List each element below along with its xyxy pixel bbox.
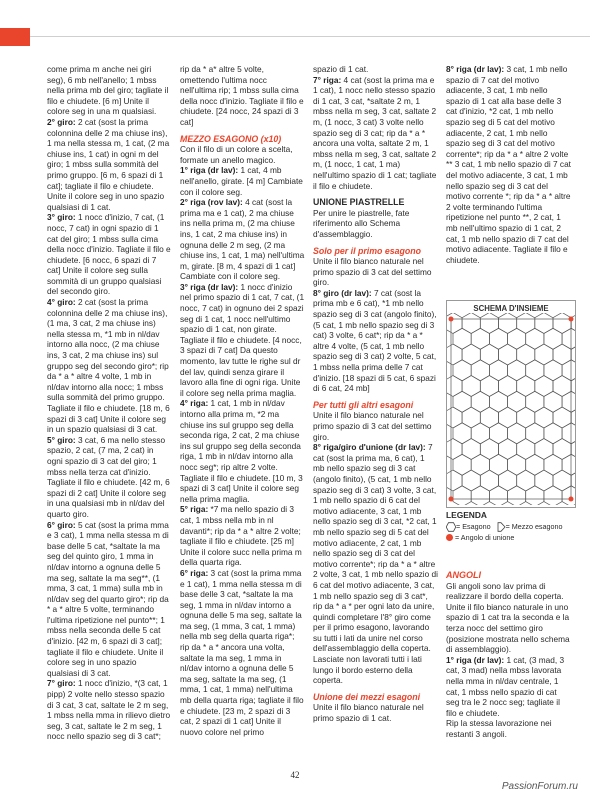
paragraph — [47, 117, 171, 212]
hexagon-tile — [471, 360, 489, 381]
section-heading: UNIONE PIASTRELLE — [313, 197, 405, 208]
hexagon-tile — [471, 486, 489, 505]
paragraph-text: 7 cat (sost la prima ma, 6 cat), 1 mb nello spazio seg di 3 cat (angolo finito), (5 cat, 1 mb nello spazio seg di 3 cat) 3 volte, 3 cat, 1 mb nello spazio di 6 cat del motivo adiacente, 3 cat, 1 mb nello spazio seg di 3 cat, *2 cat, 1 mb nello spazio seg di 5 cat del motivo adiacente, 2 cat, 1 mb nello spazio seg di 3 cat del motivo corrente*; rip da * a * altre 2 volte, 3 cat, 1 mb nello spazio di 6 cat del motivo adiacente, 3 cat, 1 mb nello spazio seg di 3 cat*, rip da * a * per ogni lato da unire, quindi completare l'8° giro come per il primo esagono, lavorando su tutti i lati da unire nel corso dell'assemblaggio della coperta. Lasciate non lavorati tutti i lati lungo il bordo esterno della coperta. — [313, 442, 438, 686]
column-1 — [47, 64, 171, 742]
hexagon-tile — [462, 439, 480, 460]
hexagon-tile — [447, 407, 462, 428]
step-label: 4° riga: — [180, 398, 209, 409]
paragraph-text: rip da * a* altre 5 volte, omettendo l'ultima nocc nell'ultima rip; 1 mbss sulla cima della nocc d'inizio. Tagliate il filo e chiudete. [24 nocc, 24 spazi di 3 cat] — [180, 64, 304, 127]
hexagon-tile — [517, 344, 535, 365]
paragraph-text: 1 nocc d'inizio nel primo spazio di 1 cat, 7 cat, (1 nocc, 7 cat) in ognuno dei 2 spazi seg di 1 cat, 1 nocc nell'ultimo spazio di 1 cat, non girate. Tagliate il filo e chiudete. [4 nocc, 3 spazi di 7 cat] Da questo momento, lav tutte le righe sul dr del lav, quindi senza girare il lavoro alla fine di ogni riga. Unite il colore seg nella prima maglia. — [180, 281, 305, 398]
hexagon-tile — [508, 454, 526, 475]
hexagon-tile — [480, 344, 498, 365]
hexagon-tile — [462, 470, 480, 491]
paragraph-text: 1 cat, (3 mad, 3 cat, 3 mad) nella mbss lavorata nella mma in nl/dav centrale, 1 cat, 1 mbss nello spazio di cat seg tra le 2 nocc seg; tagliate il filo e chiudete. — [446, 654, 565, 718]
hexagon-tile — [462, 407, 480, 428]
hexagon-tile — [480, 376, 498, 397]
paragraph — [47, 435, 171, 520]
hexagon-tile — [453, 486, 471, 505]
hexagon-tile — [544, 360, 562, 381]
paragraph — [47, 64, 171, 117]
paragraph-text: Unite il filo bianco naturale nel primo spazio di 3 cat del settimo giro. — [313, 410, 432, 442]
paragraph-text: Rip la stessa lavorazione nei restanti 3 angoli. — [446, 718, 552, 739]
hexagon-tile — [553, 313, 571, 334]
hexagon-tile — [508, 423, 526, 444]
paragraph-text: 1 nocc d'inizio, *(3 cat, 1 pipp) 2 volte nello stesso spazio di 3 cat, 3 cat, saltate le 2 m seg, 1 mbss nella mma in rilievo dietro seg, 3 cat, saltate le 2 m seg, 1 nocc nello spazio seg di 3 cat*; — [47, 678, 171, 742]
hexagon-tile — [553, 344, 571, 365]
hexagon-tile — [471, 328, 489, 349]
step-label: 7° riga: — [313, 74, 342, 85]
paragraph-text: Per unire le piastrelle, fate riferimento allo Schema d'assemblaggio. — [313, 207, 410, 239]
step-label: 8° giro (dr lav): — [313, 287, 372, 298]
step-label: 6° riga: — [180, 567, 209, 578]
hexagon-tile — [508, 486, 526, 505]
hexagon-tile — [544, 454, 562, 475]
hexagon-tile — [562, 454, 575, 475]
hexagon-tile — [480, 470, 498, 491]
hexagon-tile — [526, 360, 544, 381]
hexagon-tile — [499, 313, 517, 334]
hexagon-tile — [535, 376, 553, 397]
step-label: 6° giro: — [47, 519, 76, 530]
paragraph-text: 3 cat (sost la prima mma e 1 cat), 1 mma nella stessa m di base delle 3 cat, *saltate la ma seg, 1 mma in nl/dav intorno a ognuna delle 5 ma seg, saltate la ma seg, (1 mma, 3 cat, 1 mma) nella mb seg della quarta riga*; rip da * a * ancora una volta, saltate la ma seg, 1 mma in nl/dav intorno a ognuna delle 5 ma seg, saltate la ma seg, (1 mma, 1 cat, 1 mma) nell'ultima mb della quarta riga; tagliate il filo e chiudete. [23 m, 2 spazi di 3 cat, 2 spazi di 1 cat] Unite il nuovo colore nel primo — [180, 567, 304, 737]
hexagon-tile — [535, 470, 553, 491]
paragraph — [47, 520, 171, 679]
paragraph-text: Unite il filo bianco naturale nel primo spazio di 3 cat del settimo giro. — [313, 256, 432, 288]
paragraph — [313, 702, 438, 723]
hexagon-tile — [489, 486, 507, 505]
hexagon-tile — [447, 439, 462, 460]
paragraph — [180, 504, 305, 568]
legend — [446, 510, 574, 543]
hexagon-tile — [517, 439, 535, 460]
assembly-schema — [446, 300, 576, 508]
step-label: 2° riga (rov lav): — [180, 197, 243, 208]
hexagon-tile — [526, 423, 544, 444]
legend-half-hexagon-label: = Mezzo esagono — [505, 522, 563, 531]
paragraph-text: 5 cat (sost la prima mma e 3 cat), 1 mma nella stessa m di base delle 5 cat, *saltate la ma seg del quinto giro, 1 mma in nl/dav intorno a ognuna delle 5 ma seg, saltate la ma seg**, (1 mma, 3 cat, 1 mma) sulla mb in nl/dav seg del quarto giro*; rip da * a * altre 5 volte, terminando l'ultima ripetizione nel punto**; 1 mbss nella seconda delle 5 cat d'inizio. [42 m, 6 spazi di 3 cat]; tagliate il filo e chiudete. Unite il colore seg in uno spazio qualsiasi di 3 cat. — [47, 519, 169, 678]
hexagon-tile — [553, 439, 571, 460]
paragraph-text: 1 cat, 1 mb in nl/dav intorno alla prima m, *2 ma chiuse ins sul gruppo seg della seconda riga, 2 cat, 2 ma chiuse ins sul gruppo seg della seconda riga, 1 mb in nl/dav intorno alla nocc seg*; rip altre 2 volte. Tagliate il filo e chiudete. [10 m, 3 spazi di 3 cat] Unite il colore seg nella prima maglia. — [180, 398, 303, 504]
hexagon-tile — [499, 470, 517, 491]
hexagon-tile — [508, 391, 526, 412]
step-label: 1° riga (dr lav): — [446, 654, 505, 665]
corner-dot — [569, 317, 574, 322]
step-label: 1° riga (dr lav): — [180, 165, 239, 176]
hexagon-tile — [453, 454, 471, 475]
hexagon-tile — [562, 391, 575, 412]
section-heading: Per tutti gli altri esagoni — [313, 399, 414, 410]
column-2 — [180, 64, 305, 737]
paragraph-text: 1 nocc d'inizio, 7 cat, (1 nocc, 7 cat) in ogni spazio di 1 cat del giro; 1 mbss sulla cima della nocc d'inizio. Tagliate il filo e chiudete. [6 nocc, 6 spazi di 7 cat] Unite il colore seg sulla sommità di un gruppo qualsiasi del secondo giro. — [47, 212, 171, 297]
hexagon-tile — [499, 407, 517, 428]
header-accent-bar — [0, 28, 30, 46]
paragraph — [446, 718, 572, 739]
paragraph — [313, 75, 438, 192]
hexagon-tile — [462, 344, 480, 365]
hexagon-tile — [562, 328, 575, 349]
section-heading: MEZZO ESAGONO (x10) — [180, 133, 282, 144]
legend-half-hexagon — [497, 521, 563, 532]
paragraph-text: 3 cat, 6 ma nello stesso spazio, 2 cat, (7 ma, 2 cat) in ogni spazio di 3 cat del giro; 1 mbss nella terza cat d'inizio. Tagliate il filo e chiudete. [42 m, 6 spazi di 2 cat] Unite il colore seg in una qualsiasi mb in nl/dav del quarto giro. — [47, 434, 170, 519]
hexagon-tile — [489, 391, 507, 412]
hexagon-tile — [544, 391, 562, 412]
hexagon-tile — [526, 486, 544, 505]
hexagon-tile — [453, 423, 471, 444]
hexagon-tile — [447, 376, 462, 397]
half-hexagon-icon — [497, 522, 506, 532]
corner-dot — [449, 497, 454, 502]
hexagon-tile — [499, 344, 517, 365]
section-heading: ANGOLI — [446, 570, 481, 580]
paragraph — [313, 64, 438, 75]
hexagon-tile — [553, 470, 571, 491]
hexagon-icon — [446, 522, 456, 532]
section-heading: Solo per il primo esagono — [313, 245, 422, 256]
hexagon-tile — [517, 470, 535, 491]
paragraph — [180, 197, 305, 282]
step-label: 7° giro: — [47, 678, 76, 689]
paragraph-text: Unite il filo bianco naturale nel primo spazio di 1 cat. — [313, 702, 424, 724]
hexagon-tile — [480, 313, 498, 334]
corner-dot — [449, 317, 454, 322]
paragraph — [180, 568, 305, 738]
legend-hexagon — [446, 521, 491, 532]
step-label: 8° riga (dr lav): — [446, 64, 505, 74]
corner-dot-icon — [446, 534, 453, 541]
hexagon-tile — [562, 423, 575, 444]
paragraph-text: *7 ma nello spazio di 3 cat, 1 mbss nella mb in nl davanti*; rip da * a * altre 2 volte; tagliate il filo e chiudete. [25 m] Unite il colore succ nella prima m della quarta riga. — [180, 504, 302, 568]
section-heading: Unione dei mezzi esagoni — [313, 691, 421, 702]
paragraph-text: come prima m anche nei giri seg), 6 mb nell'anello; 1 mbss nella prima mb del giro; tagliate il filo e chiudete. [6 m] Unite il colore seg in una m qualsiasi. — [47, 64, 169, 117]
paragraph — [313, 442, 438, 686]
step-label: 4° giro: — [47, 297, 76, 308]
paragraph — [180, 64, 305, 128]
header-rule — [30, 36, 590, 37]
hexagon-tile — [462, 376, 480, 397]
schema-title: SCHEMA D'INSIEME — [473, 304, 549, 313]
hexagon-tile — [535, 344, 553, 365]
step-label: 2° giro: — [47, 116, 76, 127]
step-label: 5° riga: — [180, 504, 209, 515]
legend-hexagon-label: = Esagono — [456, 522, 491, 531]
paragraph-text: Gli angoli sono lav prima di realizzare il bordo della coperta. Unite il filo bianco naturale in uno spazio di 1 cat tra la seconda e la terza nocc del settimo giro (posizione mostrata nello schema di assemblaggio). — [446, 580, 570, 655]
paragraph-text: 1 cat, 4 mb nell'anello, girate. [4 m] Cambiate con il colore seg. — [180, 165, 303, 197]
watermark: PassionForum.ru — [501, 781, 578, 792]
hexagon-tile — [535, 439, 553, 460]
step-label: 8° riga/giro d'unione (dr lav): — [313, 442, 426, 453]
paragraph — [47, 212, 171, 297]
paragraph — [446, 581, 572, 655]
step-label: 5° giro: — [47, 434, 76, 445]
hexagon-tile — [453, 391, 471, 412]
paragraph — [180, 165, 305, 197]
hexagon-tile — [553, 407, 571, 428]
paragraph-text: spazio di 1 cat. — [313, 64, 369, 74]
paragraph — [313, 410, 438, 442]
column-4 — [446, 64, 572, 265]
paragraph — [180, 398, 305, 504]
hexagon-tile — [480, 439, 498, 460]
hexagon-tile — [535, 313, 553, 334]
hexagon-tile — [453, 328, 471, 349]
hexagon-tile — [453, 360, 471, 381]
step-label: 3° riga (dr lav): — [180, 281, 239, 292]
hexagon-tile — [526, 391, 544, 412]
corner-dot — [569, 497, 574, 502]
legend-corner — [446, 532, 574, 543]
hexagon-tile — [508, 360, 526, 381]
hexagon-diagram — [447, 313, 575, 505]
hexagon-tile — [499, 439, 517, 460]
paragraph — [180, 144, 305, 165]
hexagon-tile — [489, 328, 507, 349]
paragraph — [313, 256, 438, 288]
legend-corner-label: = Angolo di unione — [455, 533, 515, 542]
hexagon-tile — [480, 407, 498, 428]
paragraph-text: 7 cat (sost la prima mb e 6 cat), *1 mb nello spazio seg di 3 cat (angolo finito), (5 cat, 1 mb nello spazio seg di 3 cat) 3 volte, 6 cat*; rip da * a * altre 4 volte, (5 cat, 1 mb nello spazio seg di 3 cat) 2 volte, 5 cat, 1 mbss nella prima delle 7 cat d'inizio. [18 spazi di 5 cat, 6 spazi di 6 cat, 24 mb] — [313, 287, 437, 394]
hexagon-tile — [562, 486, 575, 505]
paragraph — [180, 282, 305, 399]
paragraph — [446, 655, 572, 719]
hexagon-tile — [508, 328, 526, 349]
paragraph-text: 2 cat (sost la prima colonnina delle 2 ma chiuse ins), (1 ma, 3 cat, 2 ma chiuse ins) nella stessa m, *1 mb in nl/dav intorno alla nocc, (2 ma chiuse ins, 3 cat, 2 ma chiuse ins) sul gruppo seg del secondo giro*; rip da * a * altre 4 volte, 1 mb in nl/dav intorno alla nocc; 1 mbss sulla sommità del primo gruppo. Tagliate il filo e chiudete. [18 m, 6 spazi di 3 cat] Unite il colore seg in un spazio qualsiasi di 3 cat. — [47, 297, 170, 435]
hexagon-tile — [562, 360, 575, 381]
hexagon-tile — [447, 470, 462, 491]
paragraph-text: 4 cat (sost la prima ma e 1 cat), 2 ma chiuse ins nella prima m, (2 ma chiuse ins, 1 cat, 2 ma chiuse ins) in ognuna delle 2 m seg, (2 ma chiuse ins, 1 cat, 1 ma) nell'ultima m, girate. [8 m, 4 spazi di 1 cat] Cambiate con il colore seg. — [180, 197, 305, 282]
paragraph — [313, 288, 438, 394]
hexagon-tile — [471, 423, 489, 444]
hexagon-tile — [553, 376, 571, 397]
hexagon-tile — [471, 454, 489, 475]
hexagon-tile — [526, 454, 544, 475]
hexagon-tile — [544, 328, 562, 349]
paragraph — [313, 208, 438, 240]
paragraph — [47, 297, 171, 435]
paragraph-text: 3 cat, 1 mb nello spazio di 7 cat del motivo adiacente, 3 cat, 1 mb nello spazio di 1 cat alla base delle 3 cat d'inizio, *2 cat, 1 mb nello spazio seg di 5 cat del motivo adiacente, 2 cat, 1 mb nello spazio seg di 3 cat del motivo corrente*; rip da * a * altre 2 volte ** 3 cat, 1 mb nello spazio di 7 cat del motivo adiacente, 3 cat, 1 mb nello spazio seg di 3 cat del motivo corrente *; rip da * a * altre 2 volte terminando l'ultima ripetizione nel punto **, 2 cat, 1 mb nell'ultimo spazio di 1 cat, 2 cat, 1 mb nello spazio di 7 cat del motivo adiacente. Tagliate il filo e chiudete. — [446, 64, 571, 265]
step-label: 3° giro: — [47, 212, 76, 223]
hexagon-tile — [517, 376, 535, 397]
hexagon-tile — [526, 328, 544, 349]
paragraph-text: 2 cat (sost la prima colonnina delle 2 ma chiuse ins), 1 ma nella stessa m, 1 cat, (2 ma chiuse ins, 1 cat) in ogni m del giro; 1 mbss sulla sommità del primo gruppo. [6 m, 6 spazi di 1 cat]; tagliate il filo e chiudete. Unite il colore seg in uno spazio qualsiasi di 1 cat. — [47, 116, 170, 212]
hexagon-tile — [517, 407, 535, 428]
paragraph — [446, 64, 572, 265]
hexagon-tile — [489, 454, 507, 475]
hexagon-tile — [499, 376, 517, 397]
hexagon-tile — [489, 360, 507, 381]
hexagon-tile — [462, 313, 480, 334]
hexagon-tile — [447, 344, 462, 365]
legend-title: LEGENDA — [446, 510, 487, 520]
hexagon-tile — [517, 313, 535, 334]
column-3 — [313, 64, 438, 724]
paragraph-text: 4 cat (sost la prima ma e 1 cat), 1 nocc nello stesso spazio di 1 cat, 3 cat, *saltate 2 m, 1 mbss nella m seg, 3 cat, saltate 2 m, (1 nocc, 3 cat) 3 volte nello spazio seg di 3 cat; rip da * a * ancora una volta, saltate 2 m, 1 mbss nella m seg, 3 cat, saltate 2 m, (1 nocc, 1 cat, 1 ma) nell'ultimo spazio di 1 cat; tagliate il filo e chiudete. — [313, 74, 437, 191]
hexagon-tile — [535, 407, 553, 428]
hexagon-tile — [489, 423, 507, 444]
paragraph — [47, 678, 171, 742]
hexagon-tile — [544, 486, 562, 505]
hexagon-tile — [544, 423, 562, 444]
hexagon-tile — [447, 313, 462, 334]
hexagon-tile — [471, 391, 489, 412]
angoli-section — [446, 566, 572, 740]
paragraph-text: Con il filo di un colore a scelta, formate un anello magico. — [180, 144, 293, 165]
page-number: 42 — [290, 770, 300, 780]
